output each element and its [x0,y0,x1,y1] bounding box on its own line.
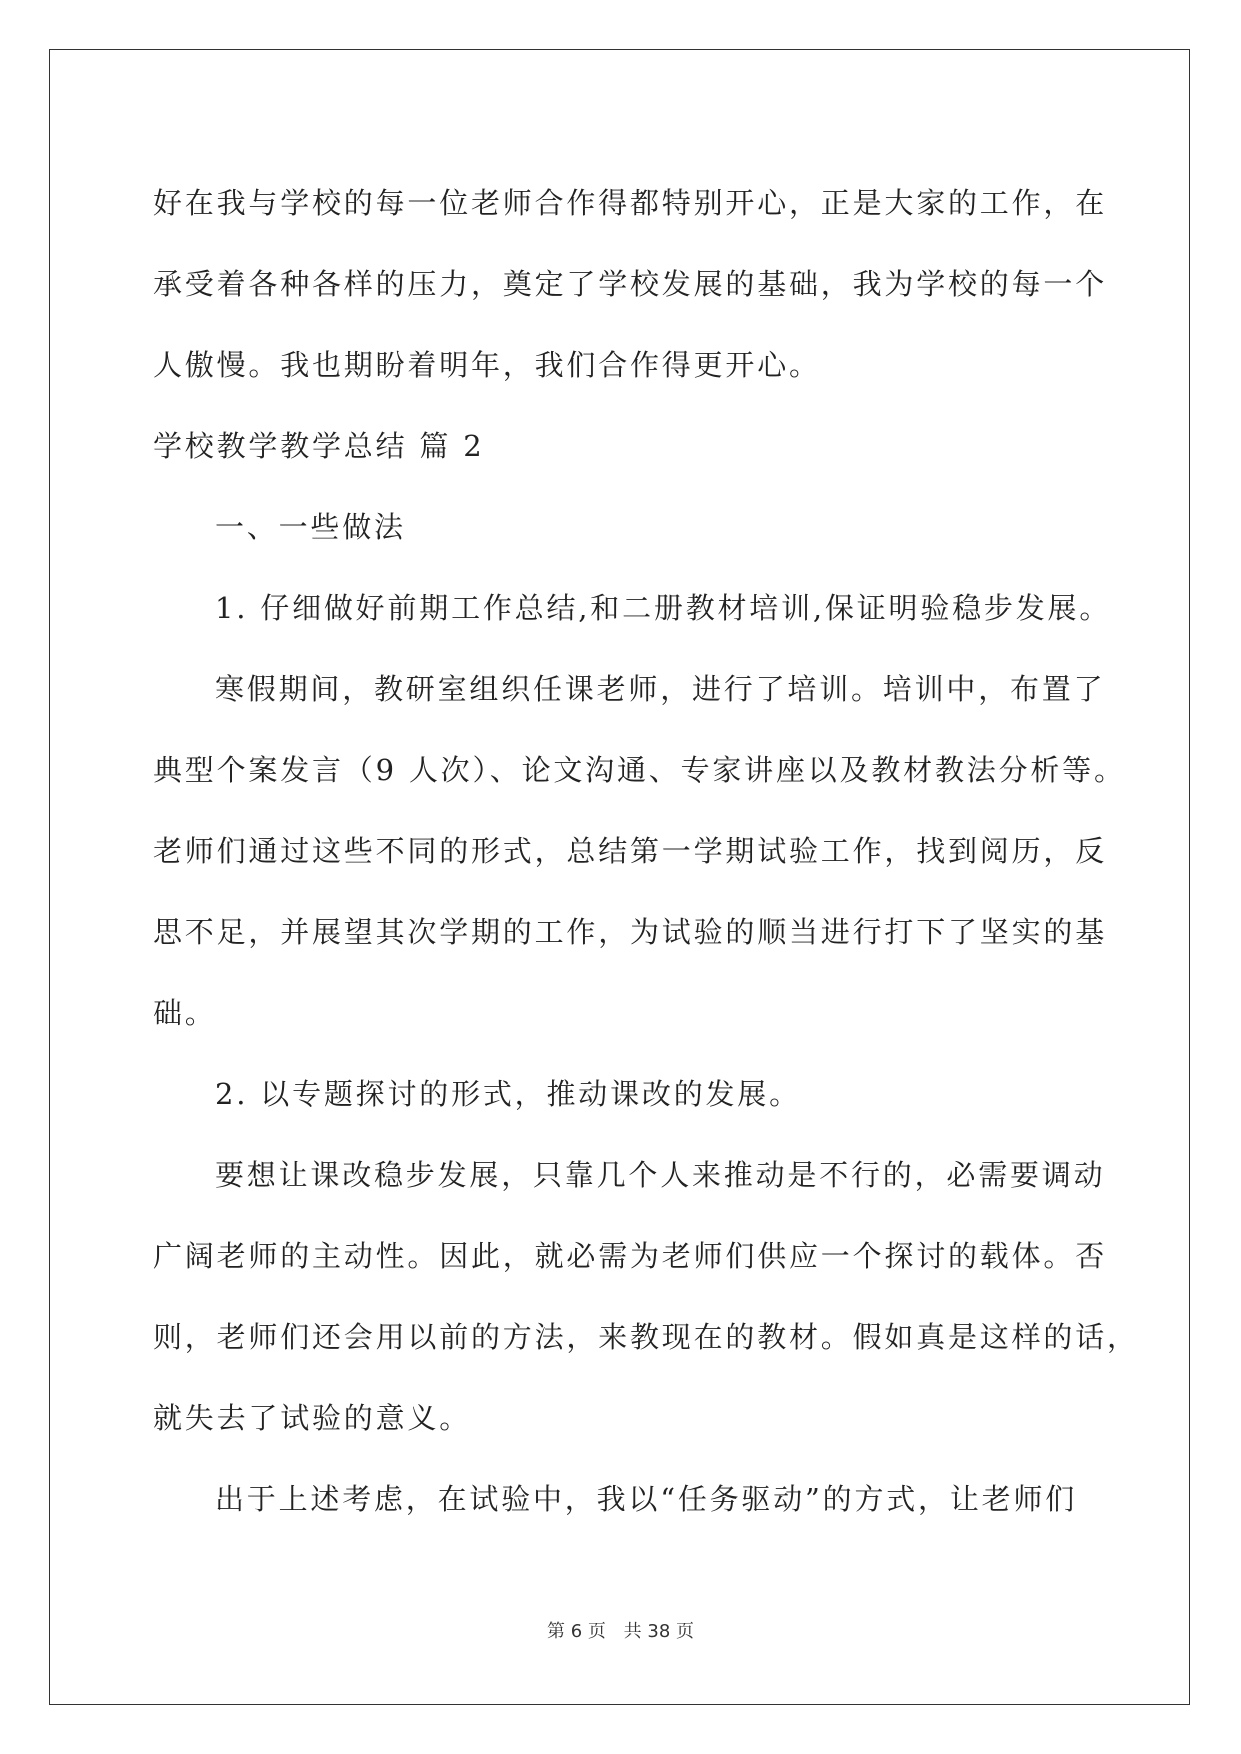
numbered-item: 1. 仔细做好前期工作总结,和二册教材培训,保证明验稳步发展。 [215,591,1112,625]
text-line: 寒假期间，教研室组织任课老师，进行了培训。培训中，布置了 [215,672,1106,706]
text-line: 好在我与学校的每一位老师合作得都特别开心，正是大家的工作，在 [153,186,1108,220]
text-line: 广阔老师的主动性。因此，就必需为老师们供应一个探讨的载体。否 [153,1239,1108,1273]
text-line: 承受着各种各样的压力，奠定了学校发展的基础，我为学校的每一个 [153,267,1108,301]
text-line: 人傲慢。我也期盼着明年，我们合作得更开心。 [153,348,821,382]
text-line: 则，老师们还会用以前的方法，来教现在的教材。假如真是这样的话， [153,1320,1139,1354]
text-line: 老师们通过这些不同的形式，总结第一学期试验工作，找到阅历，反 [153,834,1108,868]
page-number: 第 6 页 [547,1621,606,1642]
text-line: 典型个案发言（9 人次）、论文沟通、专家讲座以及教材教法分析等。 [153,753,1126,787]
text-line: 出于上述考虑，在试验中，我以“任务驱动”的方式，让老师们 [215,1482,1078,1516]
subsection-heading: 一、一些做法 [215,510,406,544]
text-line: 础。 [153,996,217,1030]
text-line: 就失去了试验的意义。 [153,1401,472,1435]
page-total: 共 38 页 [623,1621,694,1642]
text-line: 要想让课改稳步发展，只靠几个人来推动是不行的，必需要调动 [215,1158,1106,1192]
section-heading: 学校教学教学总结 篇 2 [153,429,485,463]
numbered-item: 2. 以专题探讨的形式，推动课改的发展。 [215,1077,801,1111]
page-footer [0,1617,1241,1643]
document-body [153,163,1139,1540]
text-line: 思不足，并展望其次学期的工作，为试验的顺当进行打下了坚实的基 [153,915,1108,949]
